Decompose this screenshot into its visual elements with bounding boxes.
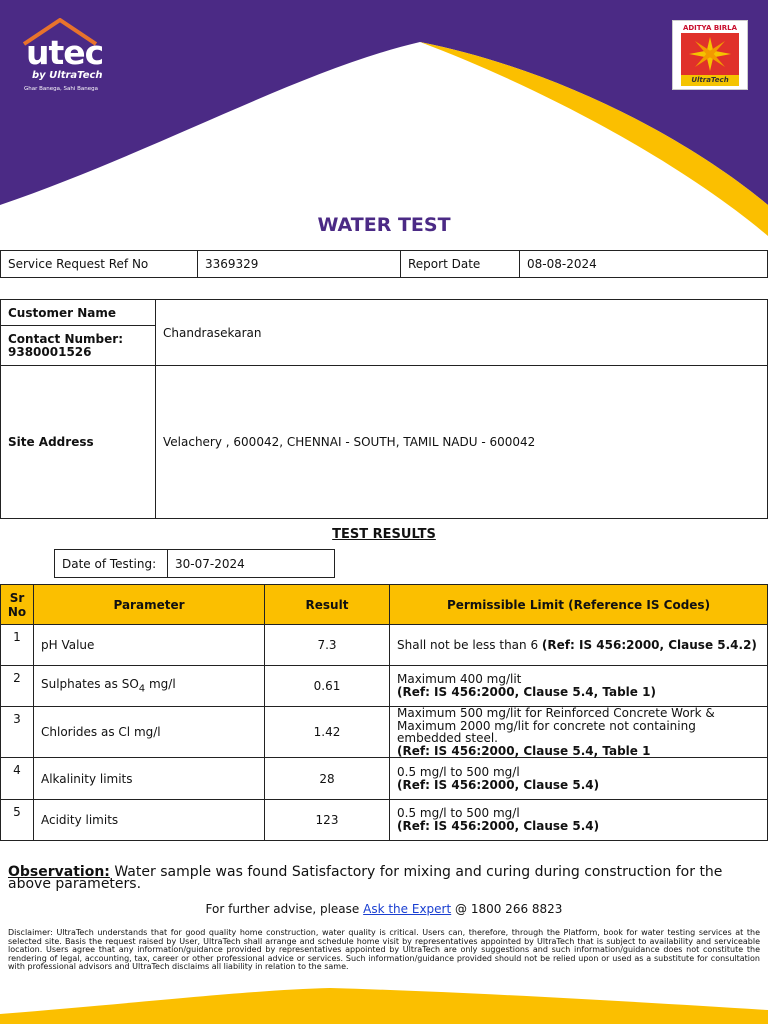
row-sr: 1 — [1, 625, 34, 666]
row-parameter — [34, 666, 265, 707]
table-row — [1, 707, 768, 758]
limit-ref: (Ref: IS 456:2000, Clause 5.4, Table 1 — [397, 743, 651, 758]
customer-name-label: Customer Name — [1, 300, 156, 326]
row-result: 123 — [265, 800, 390, 841]
ultratech-label: UltraTech — [681, 75, 739, 86]
param-subscript: 4 — [138, 683, 146, 695]
test-results-heading: TEST RESULTS — [332, 527, 436, 542]
limit-text: 0.5 mg/l to 500 mg/l — [397, 764, 520, 779]
header-limit: Permissible Limit (Reference IS Codes) — [390, 585, 768, 625]
table-row — [1, 758, 768, 800]
header-sr: Sr No — [1, 585, 34, 625]
contact-number: 9380001526 — [8, 344, 92, 359]
observation — [8, 866, 758, 890]
row-result: 0.61 — [265, 666, 390, 707]
testing-date-label: Date of Testing: — [55, 550, 168, 578]
testing-date-table — [54, 549, 335, 578]
utec-tagline: Ghar Banega, Sahi Banega — [24, 86, 98, 92]
row-sr: 3 — [1, 707, 34, 758]
param-unit: mg/l — [145, 677, 176, 692]
customer-table — [0, 299, 768, 519]
disclaimer: Disclaimer: UltraTech understands that for good quality home construction, water quality is critical. Users can, therefore, through the Platform, book for water testing services at the selected site. Basis the request raised by User, UltraTech shall arrange and schedule home visit by representatives appointed by UltraTech that is subject to availability and serviceable location. Users agree that any information/guidance provided by representatives appointed by UltraTech are only suggestions and such information/guidance does not constitute the rendering of legal, accounting, tax, career or other professional advice or services. Such information/guidance provided should not be relied upon or used as a substitute for consultation with professional advisors and UltraTech disclaims all liability in relation to the same. — [8, 928, 760, 971]
row-sr: 2 — [1, 666, 34, 707]
row-limit — [390, 666, 768, 707]
limit-ref: (Ref: IS 456:2000, Clause 5.4, Table 1) — [397, 685, 656, 699]
report-date-value: 08-08-2024 — [520, 251, 768, 278]
limit-text: Maximum 500 mg/lit for Reinforced Concrete Work & Maximum 2000 mg/lit for concrete not containing embedded steel. — [397, 706, 715, 745]
page-title: WATER TEST — [317, 214, 451, 236]
limit-ref: (Ref: IS 456:2000, Clause 5.4) — [397, 777, 600, 792]
contact-cell — [1, 326, 156, 366]
service-ref-value: 3369329 — [198, 251, 401, 278]
utec-logo — [22, 18, 122, 98]
limit-text: Shall not be less than 6 — [397, 638, 539, 652]
observation-label: Observation: — [8, 864, 110, 880]
row-sr: 4 — [1, 758, 34, 800]
row-limit — [390, 800, 768, 841]
report-date-label: Report Date — [401, 251, 520, 278]
reference-table — [0, 250, 768, 278]
observation-text: Water sample was found Satisfactory for mixing and curing during construction for the above parameters. — [8, 864, 723, 892]
row-parameter: Chlorides as Cl mg/l — [34, 707, 265, 758]
row-parameter: Acidity limits — [34, 800, 265, 841]
footer-banner — [0, 980, 768, 1024]
table-row — [1, 800, 768, 841]
site-address-value: Velachery , 600042, CHENNAI - SOUTH, TAMIL NADU - 600042 — [156, 366, 768, 519]
utec-brand: utec — [26, 33, 104, 72]
contact-label: Contact Number: — [8, 331, 123, 346]
row-result: 1.42 — [265, 707, 390, 758]
row-limit — [390, 625, 768, 666]
utec-byline: by UltraTech — [32, 70, 103, 81]
header-result: Result — [265, 585, 390, 625]
limit-text: Maximum 400 mg/lit — [397, 672, 522, 686]
row-parameter: pH Value — [34, 625, 265, 666]
limit-ref: (Ref: IS 456:2000, Clause 5.4.2) — [541, 638, 757, 652]
results-table — [0, 584, 768, 841]
advise-line — [0, 902, 768, 916]
param-text: Sulphates as SO — [41, 677, 139, 692]
limit-ref: (Ref: IS 456:2000, Clause 5.4) — [397, 819, 600, 833]
aditya-birla-logo — [672, 20, 748, 90]
row-limit — [390, 758, 768, 800]
row-limit — [390, 707, 768, 758]
testing-date-value: 30-07-2024 — [168, 550, 335, 578]
table-row — [1, 666, 768, 707]
row-sr: 5 — [1, 800, 34, 841]
service-ref-label: Service Request Ref No — [1, 251, 198, 278]
header-parameter: Parameter — [34, 585, 265, 625]
sun-emblem-icon — [681, 33, 739, 75]
advise-phone: @ 1800 266 8823 — [455, 902, 563, 916]
limit-text: 0.5 mg/l to 500 mg/l — [397, 806, 520, 820]
row-result: 7.3 — [265, 625, 390, 666]
table-row — [1, 625, 768, 666]
customer-name-value: Chandrasekaran — [156, 300, 768, 366]
row-result: 28 — [265, 758, 390, 800]
aditya-birla-name: ADITYA BIRLA — [682, 24, 738, 32]
site-address-label: Site Address — [1, 366, 156, 519]
advise-prefix: For further advise, please — [205, 902, 360, 916]
row-parameter: Alkalinity limits — [34, 758, 265, 800]
ask-expert-link[interactable]: Ask the Expert — [363, 902, 452, 916]
